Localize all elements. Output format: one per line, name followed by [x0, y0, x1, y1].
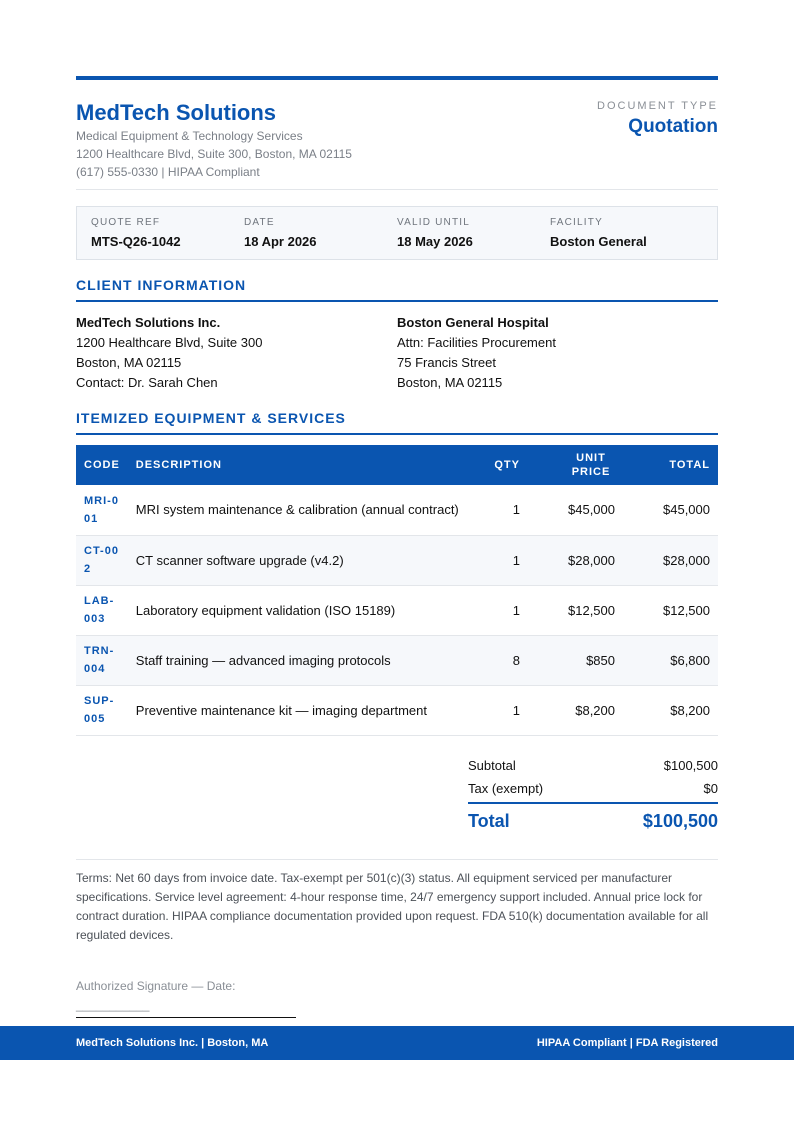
item-qty: 1	[512, 552, 520, 568]
item-code: TRN-004	[84, 645, 115, 675]
meta-value: MTS-Q26-1042	[91, 234, 181, 249]
meta-label: VALID UNTIL	[397, 217, 471, 228]
item-description: Laboratory equipment validation (ISO 15189)	[135, 602, 396, 618]
item-unit-price: $8,200	[575, 702, 615, 718]
item-code: LAB-003	[84, 595, 115, 625]
quote-meta-box	[76, 206, 718, 260]
item-total: $28,000	[663, 552, 710, 568]
subtotal-label: Subtotal	[468, 757, 516, 773]
item-qty: 1	[512, 602, 520, 618]
subtotal-value: $100,500	[663, 757, 718, 773]
column-header-unit-price	[528, 445, 623, 485]
item-description: Preventive maintenance kit — imaging department	[135, 702, 427, 718]
company-contact: (617) 555-0330 | HIPAA Compliant	[76, 165, 260, 179]
company-address: 1200 Healthcare Blvd, Suite 300, Boston, MA 02115	[76, 147, 352, 161]
client-address-block	[397, 313, 718, 393]
document-type-block	[597, 99, 718, 139]
items-table	[76, 445, 718, 736]
totals-block	[468, 754, 718, 833]
item-code: MRI-001	[84, 494, 119, 525]
footer-left-text: MedTech Solutions Inc. | Boston, MA	[76, 1037, 269, 1049]
tax-value: $0	[703, 780, 718, 796]
document-type-label: DOCUMENT TYPE	[597, 100, 718, 112]
table-row	[76, 585, 718, 635]
vendor-address-block	[76, 313, 397, 393]
item-unit-price: $850	[586, 652, 615, 668]
vendor-address-line: Boston, MA 02115	[76, 355, 182, 370]
quotation-document	[76, 76, 718, 1018]
column-header-total: TOTAL	[669, 459, 710, 471]
tax-row	[468, 777, 718, 800]
section-title: ITEMIZED EQUIPMENT & SERVICES	[76, 409, 718, 435]
item-description: CT scanner software upgrade (v4.2)	[135, 552, 344, 568]
item-unit-price: $12,500	[568, 602, 615, 618]
meta-valid-until	[397, 217, 550, 259]
table-row	[76, 485, 718, 535]
item-code: CT-002	[84, 545, 119, 575]
meta-facility	[550, 217, 703, 259]
item-total: $8,200	[670, 702, 710, 718]
meta-label: FACILITY	[550, 217, 603, 228]
document-header	[76, 80, 718, 190]
unit-price-header-text: UNIT PRICE	[571, 452, 611, 478]
client-information-section	[76, 276, 718, 393]
client-attn: Attn: Facilities Procurement	[397, 335, 556, 350]
client-name: Boston General Hospital	[397, 315, 549, 330]
item-unit-price: $28,000	[568, 552, 615, 568]
signature-line: Authorized Signature — Date: ___________	[76, 977, 296, 1018]
meta-quote-ref	[91, 217, 244, 259]
item-total: $6,800	[670, 652, 710, 668]
company-name: MedTech Solutions	[76, 100, 277, 125]
column-header-code: CODE	[84, 459, 120, 471]
client-address-line: Boston, MA 02115	[397, 375, 503, 390]
meta-value: Boston General	[550, 234, 647, 249]
document-type-value: Quotation	[628, 116, 718, 137]
footer-right-text: HIPAA Compliant | FDA Registered	[536, 1037, 718, 1049]
table-row	[76, 635, 718, 685]
grand-total-row	[468, 802, 718, 833]
item-total: $45,000	[663, 502, 710, 518]
vendor-name: MedTech Solutions Inc.	[76, 315, 221, 330]
item-qty: 1	[512, 502, 520, 518]
meta-label: QUOTE REF	[91, 217, 161, 228]
item-qty: 1	[512, 702, 520, 718]
grand-total-value: $100,500	[642, 810, 718, 831]
table-header-row	[76, 445, 718, 485]
column-header-qty: QTY	[494, 459, 520, 471]
company-tagline: Medical Equipment & Technology Services	[76, 129, 303, 143]
vendor-contact: Contact: Dr. Sarah Chen	[76, 375, 218, 390]
vendor-address-line: 1200 Healthcare Blvd, Suite 300	[76, 335, 263, 350]
item-unit-price: $45,000	[568, 502, 615, 518]
terms-text: Terms: Net 60 days from invoice date. Tax-exempt per 501(c)(3) status. All equipment serviced per manufacturer specifications. Service level agreement: 4-hour response time, 24/7 emergency support included. Annual price lock for contract duration. HIPAA compliance documentation provided upon request. FDA 510(k) documentation available for all regulated devices.	[76, 859, 718, 945]
subtotal-row	[468, 754, 718, 777]
item-description: MRI system maintenance & calibration (annual contract)	[135, 502, 459, 518]
itemized-section	[76, 409, 718, 736]
item-total: $12,500	[663, 602, 710, 618]
tax-label: Tax (exempt)	[468, 780, 544, 796]
page-footer	[0, 1026, 794, 1060]
client-address-line: 75 Francis Street	[397, 355, 496, 370]
section-title: CLIENT INFORMATION	[76, 276, 718, 302]
company-block	[76, 99, 352, 181]
item-code: SUP-005	[84, 695, 115, 725]
meta-label: DATE	[244, 217, 275, 228]
column-header-description: DESCRIPTION	[135, 459, 222, 471]
meta-value: 18 Apr 2026	[244, 234, 317, 249]
item-qty: 8	[512, 652, 520, 668]
meta-date	[244, 217, 397, 259]
meta-value: 18 May 2026	[397, 234, 473, 249]
client-columns	[76, 313, 718, 393]
item-description: Staff training — advanced imaging protocols	[135, 652, 391, 668]
grand-total-label: Total	[468, 810, 510, 831]
table-row	[76, 535, 718, 585]
table-row	[76, 685, 718, 735]
